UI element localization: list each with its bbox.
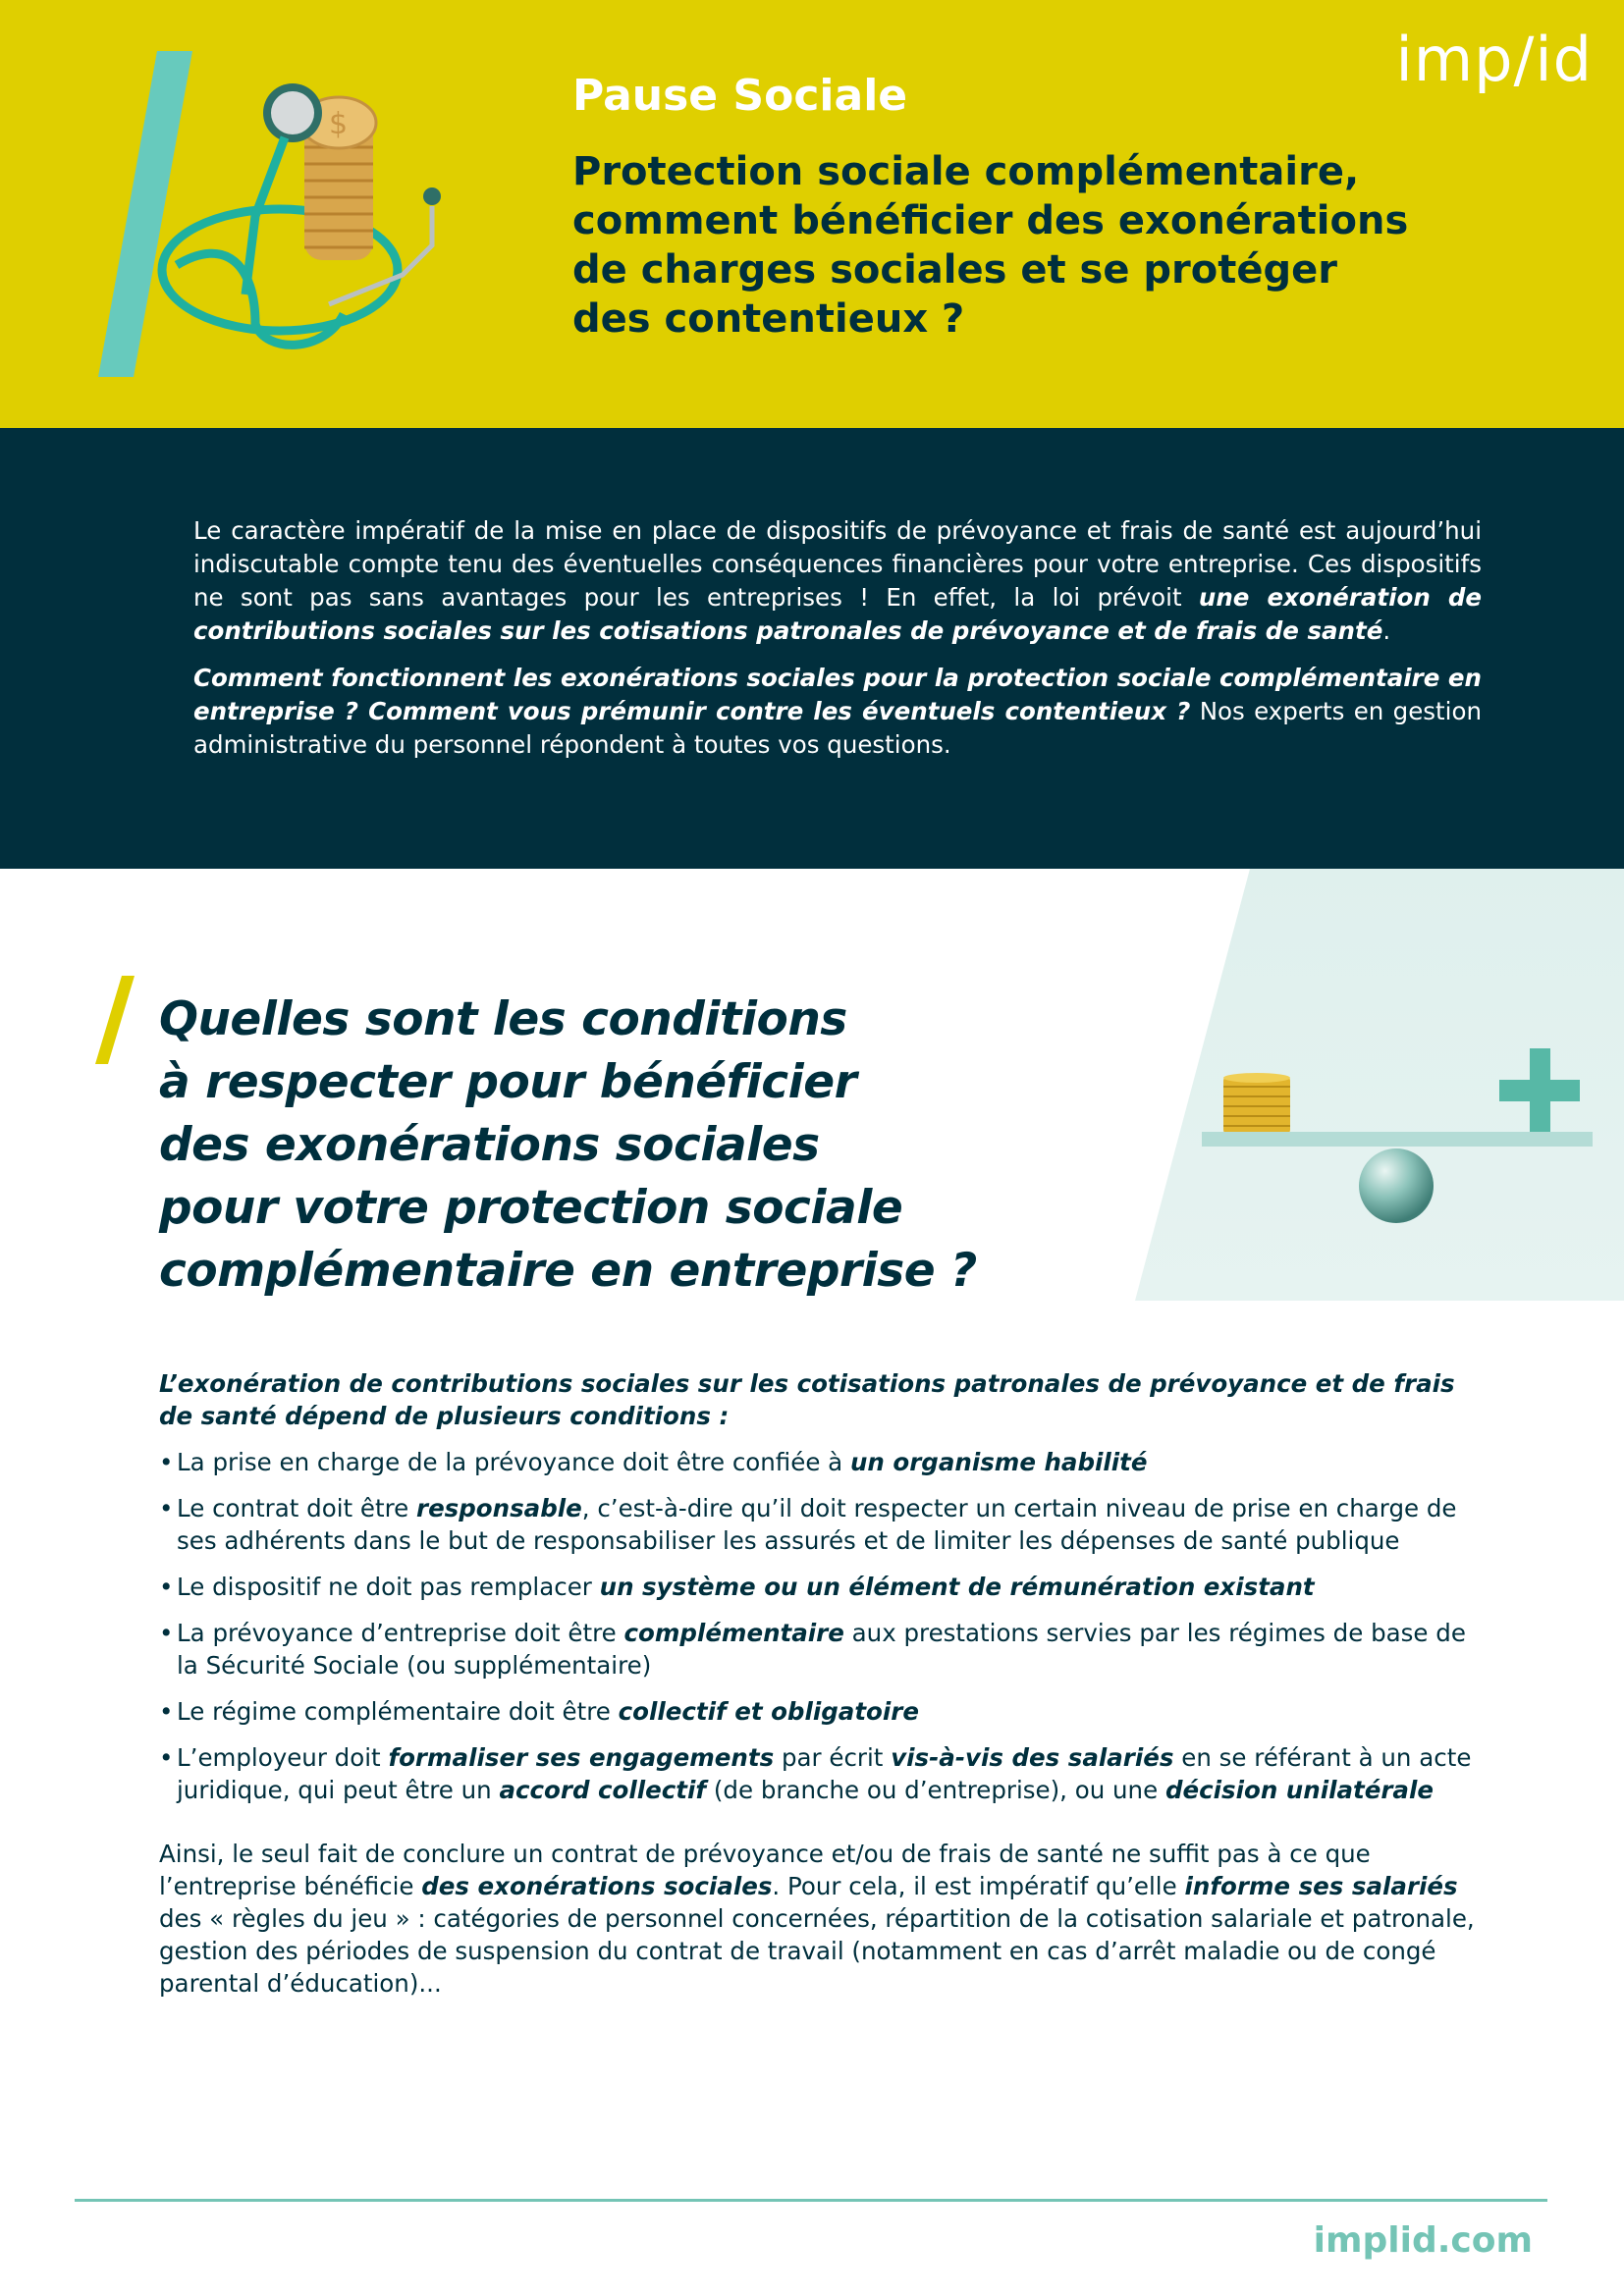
intro-paragraph-1: Le caractère impératif de la mise en place de dispositifs de prévoyance et frais de santé est aujourd’hui indiscutable compte tenu des éventuelles conséquences financières pour votre entreprise. Ces dispositifs ne sont pas sans avantages pour les entreprises ! En effet, la loi prévoit une exonération de contributions sociales sur les cotisations patronales de prévoyance et de frais de santé. [193,516,1482,645]
intro-paragraph-2: Comment fonctionnent les exonérations sociales pour la protection sociale complémentaire en entreprise ? Comment vous prémunir contre les éventuels contentieux ? Nos experts en gestion administrative du personnel répondent à toutes vos questions. [193,664,1482,759]
svg-text:$: $ [329,107,349,141]
condition-item: • Le dispositif ne doit pas remplacer un système ou un élément de rémunération existant [159,1571,1485,1603]
conclusion-paragraph: Ainsi, le seul fait de conclure un contrat de prévoyance et/ou de frais de santé ne suffit pas à ce que l’entreprise bénéficie des exonérations sociales. Pour cela, il est impératif qu’elle informe ses salariés des « règles du jeu » : catégories de personnel concernées, répartition de la cotisation salariale et patronale, gestion des périodes de suspension du contrat de travail (notamment en cas d’arrêt maladie ou de congé parental d’éducation)... [159,1840,1475,1998]
header-banner [0,0,1624,428]
website-link[interactable]: implid.com [1313,2220,1533,2261]
page-title: Protection sociale complémentaire, comment bénéficier des exonérations de charges sociales et se protéger des contentieux ? [572,149,1409,342]
yellow-slash-icon [95,976,135,1064]
conditions-list [159,1446,1485,1806]
series-label: Pause Sociale [572,71,908,121]
balance-illustration [1108,869,1624,1301]
intro-text [193,514,1482,775]
condition-item: • La prévoyance d’entreprise doit être complémentaire aux prestations servies par les régimes de base de la Sécurité Sociale (ou supplémentaire) [159,1617,1485,1682]
condition-item: • L’employeur doit formaliser ses engagements par écrit vis-à-vis des salariés en se référant à un acte juridique, qui peut être un accord collectif (de branche ou d’entreprise), ou une décision unilatérale [159,1741,1485,1806]
stethoscope-coins-illustration [108,69,501,363]
conditions-lead: L’exonération de contributions sociales sur les cotisations patronales de prévoyance et de frais de santé dépend de plusieurs conditions : [159,1369,1455,1430]
intro-panel [0,428,1624,869]
condition-item: • La prise en charge de la prévoyance doit être confiée à un organisme habilité [159,1446,1485,1478]
implid-logo: imp/id [1395,24,1593,95]
section-heading: Quelles sont les conditions à respecter pour bénéficier des exonérations sociales pour votre protection sociale complémentaire en entreprise ? [159,992,977,1298]
condition-item: • Le régime complémentaire doit être collectif et obligatoire [159,1695,1485,1728]
conditions-body [159,1367,1485,2000]
footer-divider [75,2199,1547,2202]
condition-item: • Le contrat doit être responsable, c’est-à-dire qu’il doit respecter un certain niveau de prise en charge de ses adhérents dans le but de responsabiliser les assurés et de limiter les dépenses de santé publique [159,1492,1485,1557]
